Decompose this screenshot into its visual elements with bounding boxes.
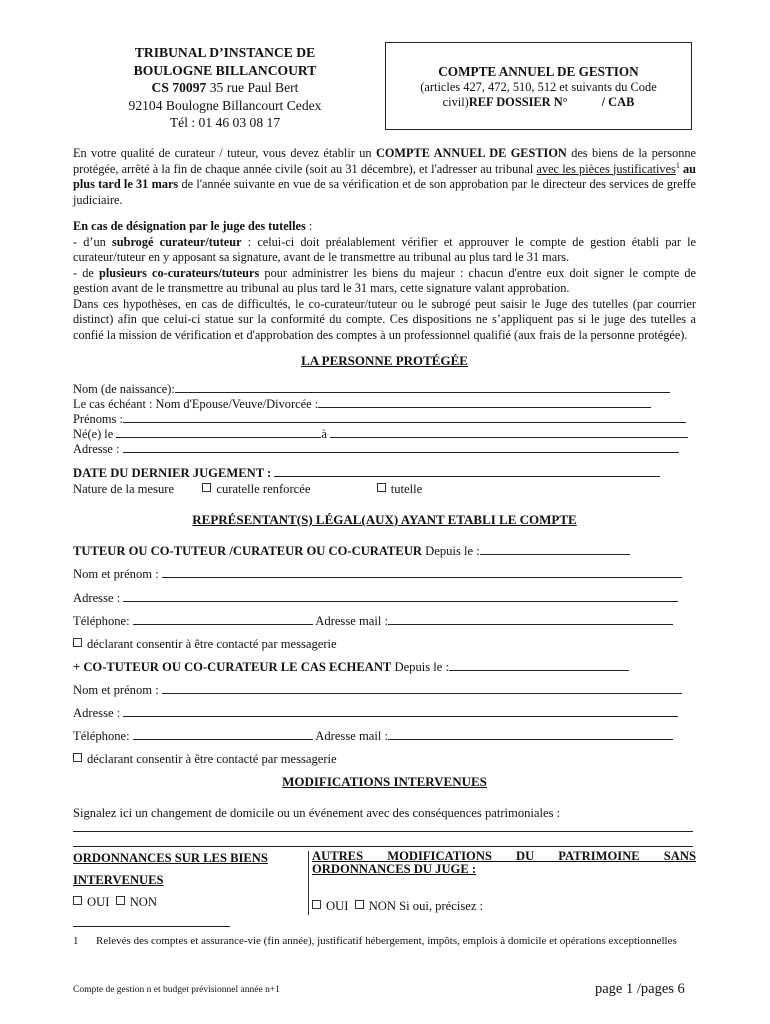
field-nom-naissance[interactable]	[73, 381, 696, 397]
label-consent-tuteur: déclarant consentir à être contacté par messagerie	[87, 637, 337, 651]
field-naissance[interactable]	[73, 426, 696, 442]
designation-hypotheses: Dans ces hypothèses, en cas de difficultés, le co-curateur/tuteur ou le subrogé peut saisir le Juge des tutelles (par courrier distinct) afin que celui-ci statue sur la conformité du compte. Ces dispositions ne s’appliquent pas si le juge des tutelles a confié la mission de vérification et d'approbation des comptes à un professionnel qualifié (aux frais de la personne protégée).	[73, 296, 696, 342]
checkbox-consent-co[interactable]	[73, 753, 82, 762]
ordonnances-column	[73, 850, 305, 910]
consent-row-tuteur	[73, 636, 696, 652]
label-ne: Né(e) le	[73, 427, 117, 441]
label-ordonnances-non: NON	[129, 895, 157, 909]
label-tutelle: tutelle	[390, 482, 423, 496]
checkbox-ordonnances-oui[interactable]	[73, 896, 82, 905]
label-tuteur-adresse: Adresse :	[73, 591, 124, 605]
section-title-representants: REPRÉSENTANT(S) LÉGAL(AUX) AYANT ETABLI LE COMPTE	[192, 512, 577, 527]
section-title-modifications: MODIFICATIONS INTERVENUES	[282, 774, 487, 789]
input-date-naissance[interactable]	[116, 426, 321, 438]
designation-co-curateurs	[73, 266, 696, 297]
footnote-text: Relevés des comptes et assurance-vie (fin année), justificatif hébergement, impôts, emplois à domicile et opérations exceptionnelles	[96, 935, 677, 947]
footnote-separator	[73, 926, 230, 927]
articles-end: civil)	[442, 95, 469, 109]
label-co-tuteur: + CO-TUTEUR OU CO-CURATEUR LE CAS ECHEANT	[73, 660, 392, 674]
court-street-text: 35 rue Paul Bert	[206, 80, 299, 95]
input-date-jugement[interactable]	[274, 465, 660, 477]
field-co-adresse[interactable]	[73, 705, 696, 721]
input-tuteur-nom[interactable]	[162, 566, 682, 578]
co-prefix: - de	[73, 265, 100, 280]
field-nom-epouse[interactable]	[73, 396, 696, 412]
footer-page-number: page 1 /pages 6	[595, 981, 685, 997]
ref-line	[386, 95, 691, 110]
court-city: 92104 Boulogne Billancourt Cedex	[128, 97, 322, 113]
checkbox-tutelle[interactable]	[377, 483, 386, 492]
designation-block	[73, 219, 696, 343]
signal-instructions: Signalez ici un changement de domicile ou un événement avec des conséquences patrimoniales :	[73, 806, 561, 820]
court-street	[100, 79, 350, 97]
subroge-prefix: - d’un	[73, 234, 112, 249]
co-bold: plusieurs co-curateurs/tuteurs	[99, 265, 260, 280]
input-co-tel[interactable]	[133, 728, 313, 740]
subroge-bold: subrogé curateur/tuteur	[111, 234, 242, 249]
ordonnances-options	[73, 894, 305, 910]
designation-subroge	[73, 235, 696, 266]
intro-text-a: En votre qualité de curateur / tuteur, vous devez établir un	[73, 146, 376, 160]
document-title-box	[385, 42, 692, 130]
label-co-tel: Téléphone:	[73, 729, 133, 743]
intro-pieces-link: avec les pièces justificatives	[536, 161, 676, 176]
section-title-personne: LA PERSONNE PROTÉGÉE	[301, 353, 468, 368]
label-co-adresse: Adresse :	[73, 706, 124, 720]
input-lieu-naissance[interactable]	[330, 426, 688, 438]
input-co-mail[interactable]	[388, 728, 673, 740]
autres-options	[312, 898, 696, 914]
input-co-nom[interactable]	[162, 682, 682, 694]
label-prenoms: Prénoms :	[73, 412, 123, 426]
checkbox-consent-tuteur[interactable]	[73, 638, 82, 647]
intro-compte-bold: COMPTE ANNUEL DE GESTION	[375, 146, 567, 160]
field-prenoms[interactable]	[73, 411, 696, 427]
input-nom[interactable]	[175, 381, 670, 393]
footnote	[73, 934, 683, 949]
input-co-depuis[interactable]	[449, 659, 629, 671]
checkbox-autres-non[interactable]	[355, 900, 364, 909]
checkbox-ordonnances-non[interactable]	[116, 896, 125, 905]
document-articles	[386, 80, 691, 110]
input-tuteur-mail[interactable]	[388, 613, 673, 625]
designation-title-line	[73, 219, 696, 235]
ordonnances-title-2: INTERVENUES	[73, 873, 164, 887]
footnote-number: 1	[73, 935, 79, 947]
checkbox-autres-oui[interactable]	[312, 900, 321, 909]
input-tuteur-depuis[interactable]	[480, 543, 630, 555]
articles-line: (articles 427, 472, 510, 512 et suivants du Code	[420, 80, 657, 94]
ref-dossier-label: REF DOSSIER N°	[468, 95, 568, 109]
footnote-ref: 1	[675, 160, 680, 170]
court-address-block	[100, 44, 350, 132]
document-title: COMPTE ANNUEL DE GESTION	[438, 64, 639, 79]
label-co-depuis: Depuis le :	[391, 660, 450, 674]
label-co-nom: Nom et prénom :	[73, 683, 162, 697]
field-date-jugement[interactable]	[73, 465, 696, 481]
field-adresse-personne[interactable]	[73, 441, 696, 457]
ordonnances-title-1: ORDONNANCES SUR LES BIENS	[73, 851, 268, 865]
label-co-mail: Adresse mail :	[312, 729, 388, 743]
field-tuteur-depuis[interactable]	[73, 543, 696, 559]
intro-paragraph	[73, 146, 696, 208]
designation-title: En cas de désignation par le juge des tutelles	[73, 219, 306, 233]
label-tuteur-nom: Nom et prénom :	[73, 567, 162, 581]
label-nature-mesure: Nature de la mesure	[73, 482, 175, 496]
input-nom-epouse[interactable]	[318, 396, 651, 408]
co-text: pour administrer les biens du majeur : chacun d'entre eux doit signer le compte de gestion avant de le transmettre au tribunal au plus tard le 31 mars, cette signature valant approbation.	[73, 265, 697, 295]
field-tuteur-nom[interactable]	[73, 566, 696, 582]
label-consent-co: déclarant consentir à être contacté par messagerie	[87, 752, 337, 766]
cab-label: / CAB	[601, 95, 635, 109]
intro-text-c: de l'année suivante en vue de sa vérification et de son approbation par le directeur des services de greffe judiciaire.	[73, 177, 696, 207]
nature-mesure-row	[73, 481, 696, 497]
input-tuteur-tel[interactable]	[133, 613, 313, 625]
label-curatelle: curatelle renforcée	[216, 482, 311, 496]
field-tuteur-contact[interactable]	[73, 613, 696, 629]
court-cs: CS 70097	[151, 80, 207, 95]
court-name-line1: TRIBUNAL D’INSTANCE DE	[134, 45, 316, 60]
designation-title-colon: :	[305, 219, 313, 233]
label-autres-non: NON Si oui, précisez :	[368, 899, 484, 913]
input-tuteur-adresse[interactable]	[123, 590, 678, 602]
label-tuteur: TUTEUR OU CO-TUTEUR /CURATEUR OU CO-CURATEUR	[73, 544, 423, 558]
autres-modifications-column	[312, 850, 696, 914]
label-autres-oui: OUI	[326, 899, 349, 913]
label-nom: Nom (de naissance):	[73, 382, 175, 396]
subroge-text: : celui-ci doit préalablement vérifier et approuver le compte de gestion établi par le curateur/tuteur en y apposant sa signature, avant de le transmettre au tribunal au plus tard le 31 mars.	[73, 234, 696, 264]
signal-input-line1[interactable]	[73, 831, 693, 832]
court-name-line2: BOULOGNE BILLANCOURT	[133, 62, 317, 78]
label-tuteur-tel: Téléphone:	[73, 614, 133, 628]
column-divider	[308, 851, 309, 915]
autres-modifications-title: AUTRES MODIFICATIONS DU PATRIMOINE SANS ORDONNANCES DU JUGE :	[312, 849, 696, 876]
label-tuteur-mail: Adresse mail :	[312, 614, 388, 628]
label-date-jugement: DATE DU DERNIER JUGEMENT :	[73, 466, 275, 480]
footer-document-name: Compte de gestion n et budget prévisionnel année n+1	[73, 985, 280, 995]
label-ordonnances-oui: OUI	[87, 895, 110, 909]
field-tuteur-adresse[interactable]	[73, 590, 696, 606]
intro-text-b: des biens de la personne protégée, arrêté à la fin de chaque année civile (soit au 31 décembre), et l'adresser au tribunal	[73, 146, 696, 176]
label-tuteur-depuis: Depuis le :	[422, 544, 480, 558]
label-a: à	[321, 427, 330, 441]
field-co-contact[interactable]	[73, 728, 696, 744]
field-co-depuis[interactable]	[73, 659, 696, 675]
label-nom-epouse: Le cas échéant : Nom d'Epouse/Veuve/Divorcée :	[73, 397, 319, 411]
court-tel: Tél : 01 46 03 08 17	[169, 115, 281, 130]
intro-deadline-bold: au plus tard le 31 mars	[73, 161, 697, 191]
input-adresse[interactable]	[123, 441, 679, 453]
input-prenoms[interactable]	[123, 411, 686, 423]
label-adresse: Adresse :	[73, 442, 123, 456]
input-co-adresse[interactable]	[123, 705, 678, 717]
signal-input-line2[interactable]	[73, 846, 693, 847]
field-co-nom[interactable]	[73, 682, 696, 698]
consent-row-co	[73, 751, 696, 767]
checkbox-curatelle[interactable]	[202, 483, 211, 492]
